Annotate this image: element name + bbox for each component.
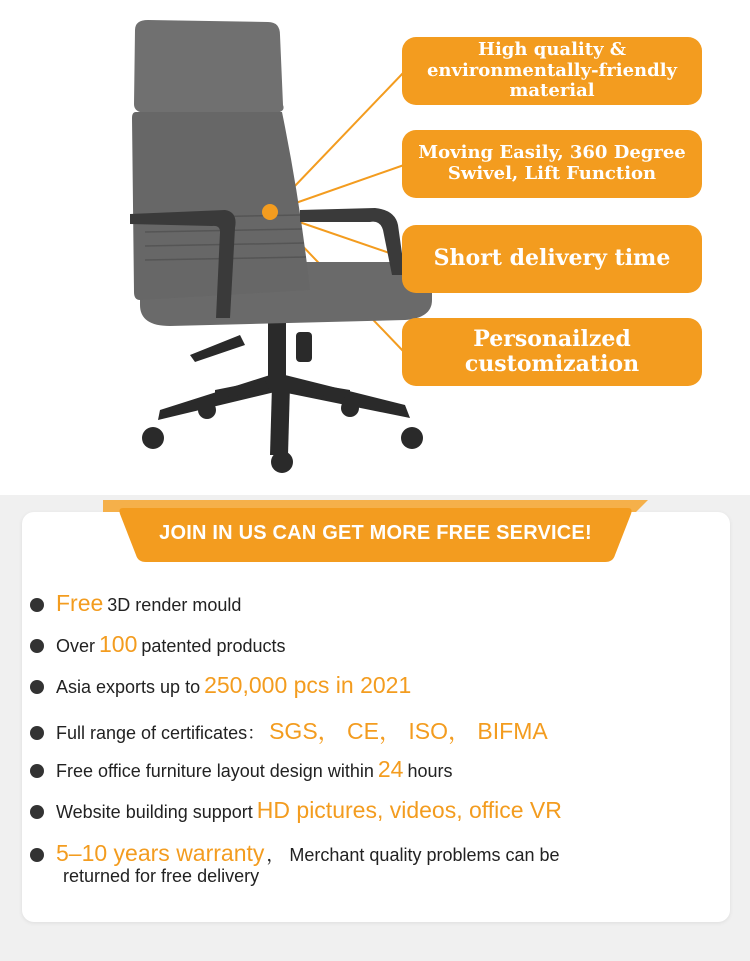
- feature-highlight: 24: [377, 756, 404, 782]
- callout-anchor-dot: [262, 204, 278, 220]
- feature-text: Website building support: [56, 802, 253, 822]
- bullet-icon: [30, 848, 44, 862]
- feature-item-exports: [30, 672, 720, 699]
- feature-item-layout-design: [30, 756, 720, 783]
- service-banner: [103, 500, 648, 563]
- callout-delivery: Short delivery time: [402, 225, 702, 293]
- feature-text: Over: [56, 636, 96, 656]
- banner-title: JOIN IN US CAN GET MORE FREE SERVICE!: [159, 521, 592, 544]
- feature-text-after: patented products: [141, 636, 286, 656]
- callout-customization: Personailzed customization: [402, 318, 702, 386]
- feature-item-website: [30, 797, 720, 824]
- feature-item-warranty: [30, 840, 720, 867]
- callout-material: High quality & environmentally-friendly material: [402, 37, 702, 105]
- bullet-icon: [30, 764, 44, 778]
- feature-highlight: HD pictures, videos, office VR: [256, 797, 562, 823]
- bullet-icon: [30, 805, 44, 819]
- chair-base: [142, 300, 423, 473]
- callout-swivel: Moving Easily, 360 Degree Swivel, Lift Function: [402, 130, 702, 198]
- feature-text: 3D render mould: [107, 595, 242, 615]
- feature-highlight: 5–10 years warranty: [56, 840, 265, 866]
- feature-text: Free office furniture layout design within: [56, 761, 374, 781]
- bullet-icon: [30, 680, 44, 694]
- feature-highlight: SGS， CE， ISO， BIFMA: [269, 718, 548, 744]
- feature-text: Full range of certificates：: [56, 723, 266, 743]
- feature-item-render: [30, 590, 720, 617]
- feature-item-patents: [30, 631, 720, 658]
- feature-text: ， Merchant quality problems can be: [266, 845, 560, 865]
- chair-headrest: [134, 20, 284, 112]
- bullet-icon: [30, 639, 44, 653]
- bullet-icon: [30, 726, 44, 740]
- feature-text: Asia exports up to: [56, 677, 201, 697]
- feature-text-continued: returned for free delivery: [63, 866, 260, 886]
- feature-highlight: Free: [56, 590, 104, 616]
- feature-text-after: hours: [407, 761, 453, 781]
- bullet-icon: [30, 598, 44, 612]
- feature-highlight: 250,000 pcs in 2021: [204, 672, 412, 698]
- feature-highlight: 100: [99, 631, 138, 657]
- feature-item-certificates: [30, 713, 720, 746]
